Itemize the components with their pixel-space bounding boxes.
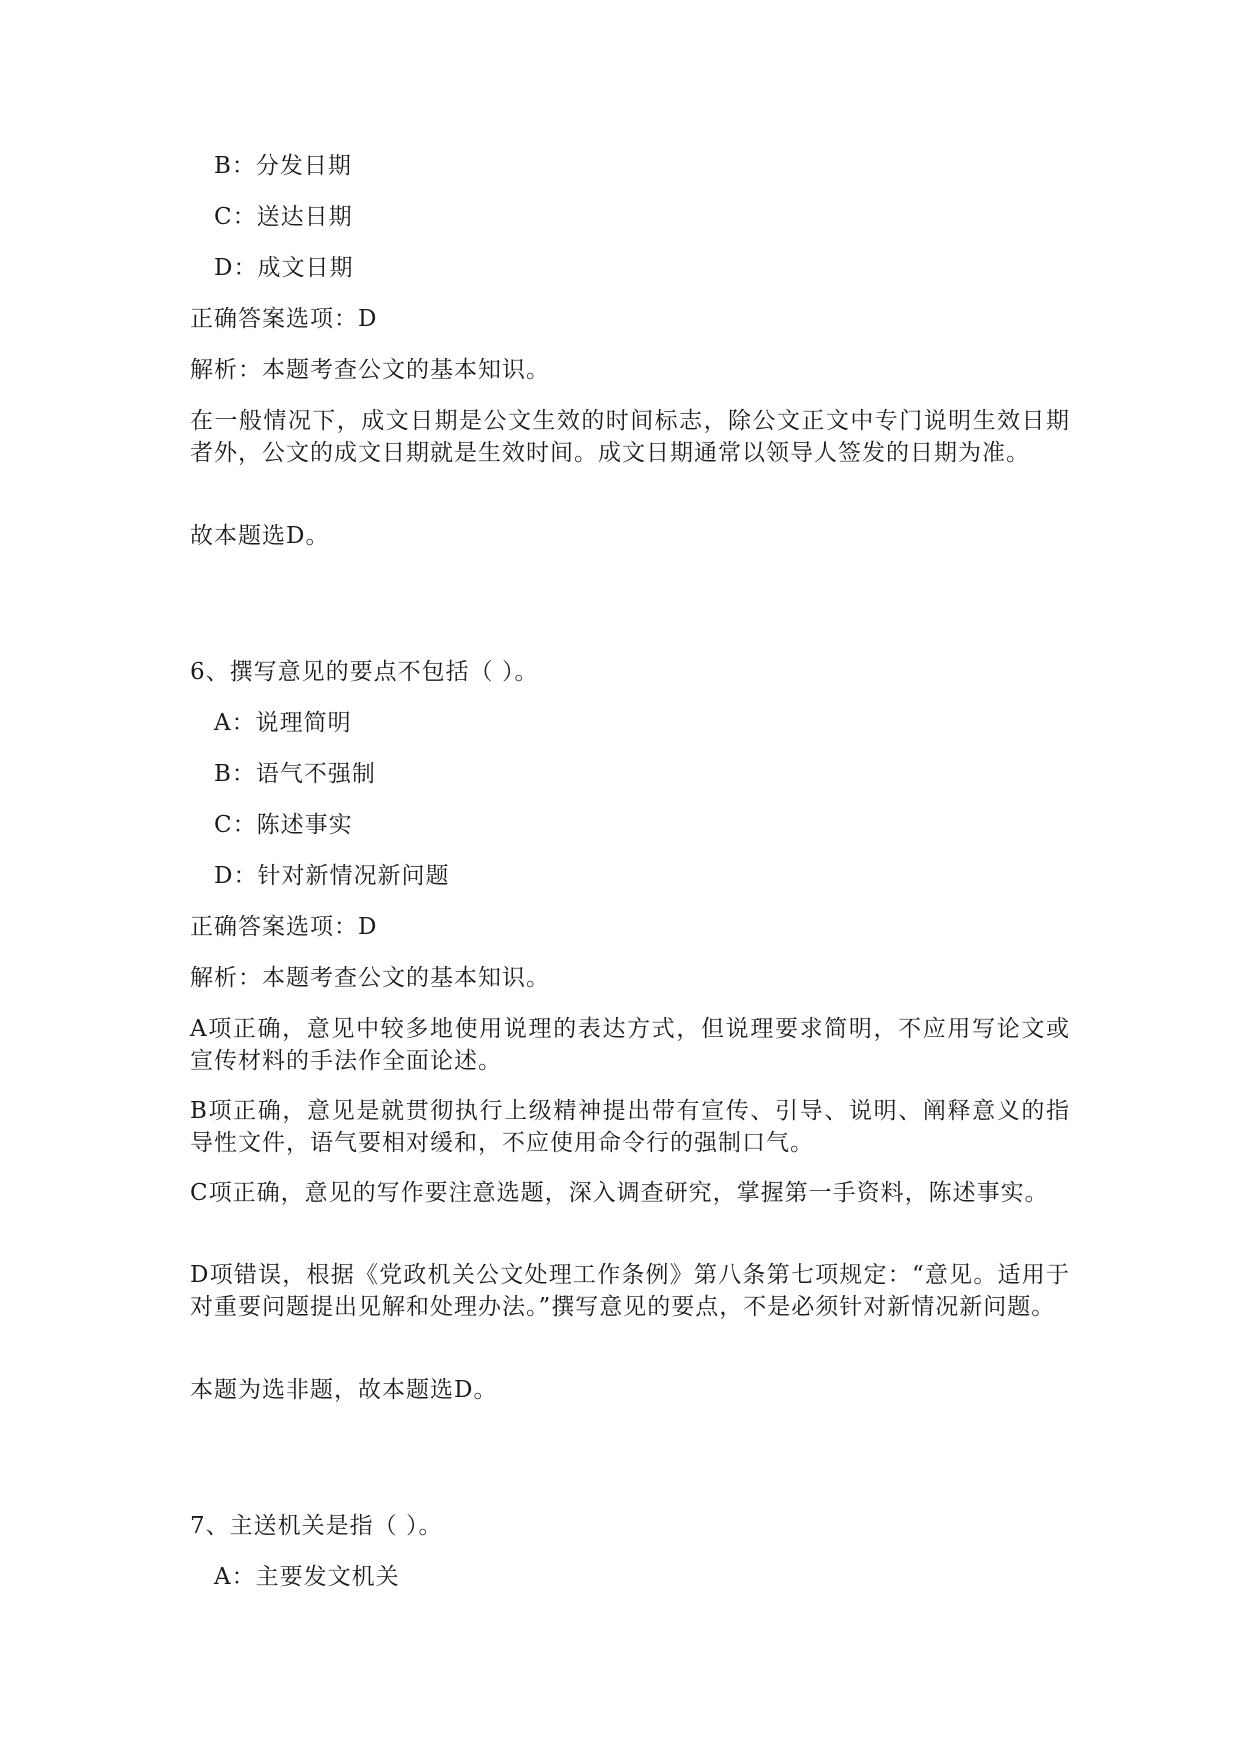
q6-analysis-b: B项正确，意见是就贯彻执行上级精神提出带有宣传、引导、说明、阐释意义的指导性文件，语气要相对缓和，不应使用命令行的强制口气。 bbox=[190, 1098, 1070, 1156]
q6-analysis-title: 解析：本题考查公文的基本知识。 bbox=[190, 965, 550, 991]
conclusion-prev: 故本题选D。 bbox=[190, 523, 330, 549]
q6-conclusion: 本题为选非题，故本题选D。 bbox=[190, 1377, 498, 1403]
q6-analysis-a: A项正确，意见中较多地使用说理的表达方式，但说理要求简明，不应用写论文或宣传材料的手法作全面论述。 bbox=[190, 1016, 1070, 1074]
analysis-title-prev: 解析：本题考查公文的基本知识。 bbox=[190, 357, 550, 383]
q6-analysis-d: D项错误，根据《党政机关公文处理工作条例》第八条第七项规定：“意见。适用于对重要问题提出见解和处理办法。”撰写意见的要点，不是必须针对新情况新问题。 bbox=[190, 1262, 1070, 1320]
option-d-prev: D：成文日期 bbox=[214, 255, 354, 281]
question-7-stem: 7、主送机关是指（ ）。 bbox=[190, 1513, 443, 1539]
option-b-prev: B：分发日期 bbox=[214, 153, 352, 179]
question-6-stem: 6、撰写意见的要点不包括（ ）。 bbox=[190, 659, 539, 685]
q6-analysis-c: C项正确，意见的写作要注意选题，深入调查研究，掌握第一手资料，陈述事实。 bbox=[190, 1180, 1049, 1206]
q6-option-c: C：陈述事实 bbox=[214, 812, 353, 838]
answer-prev: 正确答案选项：D bbox=[190, 306, 378, 332]
q6-option-a: A：说理简明 bbox=[214, 710, 352, 736]
q6-answer: 正确答案选项：D bbox=[190, 914, 378, 940]
q7-option-a: A：主要发文机关 bbox=[214, 1564, 400, 1590]
analysis-paragraph-prev: 在一般情况下，成文日期是公文生效的时间标志，除公文正文中专门说明生效日期者外，公文的成文日期就是生效时间。成文日期通常以领导人签发的日期为准。 bbox=[190, 408, 1070, 466]
q6-option-b: B：语气不强制 bbox=[214, 761, 376, 787]
option-c-prev: C：送达日期 bbox=[214, 204, 353, 230]
q6-option-d: D：针对新情况新问题 bbox=[214, 863, 450, 889]
